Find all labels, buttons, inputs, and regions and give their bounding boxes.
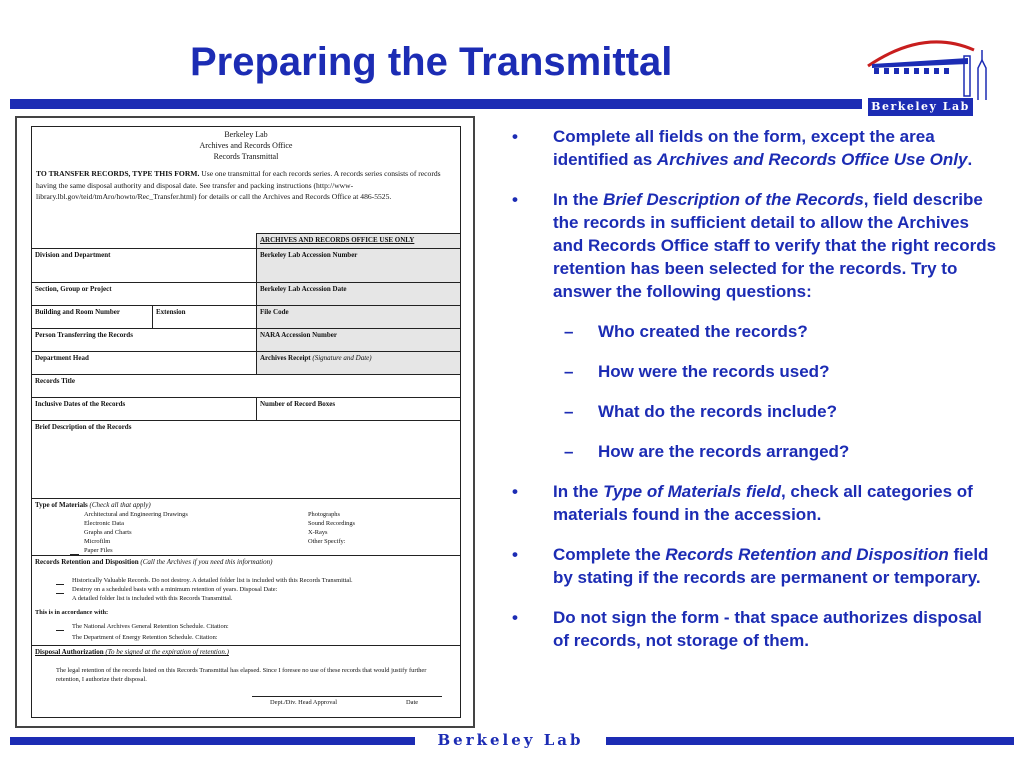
office-use-header: ARCHIVES AND RECORDS OFFICE USE ONLY bbox=[256, 233, 460, 248]
retention-option: A detailed folder list is included with this Records Transmittal. bbox=[72, 595, 233, 602]
receipt-cell bbox=[257, 352, 460, 374]
retention-label: Records Retention and Disposition bbox=[35, 558, 139, 566]
bullet-text: In the bbox=[553, 482, 604, 501]
transfer-instructions-bold: TO TRANSFER RECORDS, TYPE THIS FORM. bbox=[36, 169, 200, 178]
receipt-field: Archives Receipt bbox=[260, 354, 311, 362]
checkbox-line bbox=[56, 584, 64, 585]
brief-description-field: Brief Description of the Records bbox=[35, 423, 132, 431]
material-option: Other Specify: bbox=[308, 538, 346, 545]
bullet-text: Complete all fields on the form, except the area identified as bbox=[553, 127, 935, 169]
division-field: Division and Department bbox=[35, 251, 111, 259]
question-item bbox=[512, 440, 1002, 463]
list-item bbox=[512, 543, 1002, 589]
material-option: Graphs and Charts bbox=[84, 529, 132, 536]
question-text: What do the records include? bbox=[598, 402, 837, 421]
bullet-text: , field describe the records in sufficient detail to allow the Archives and Records Office staff to verify that the right records retention has been selected for the records. Try to answer the following questions: bbox=[553, 190, 997, 301]
bullet-text: In the bbox=[553, 190, 604, 209]
accordance-option: The Department of Energy Retention Schedule. Citation: bbox=[72, 634, 218, 641]
bullet-text: Do not sign the form - that space authorizes disposal of records, not storage of them. bbox=[553, 608, 982, 650]
disposal-row bbox=[32, 645, 460, 718]
material-option: Architectural and Engineering Drawings bbox=[84, 511, 188, 518]
transmittal-form bbox=[31, 126, 461, 718]
approval-label: Dept./Div. Head Approval bbox=[270, 699, 338, 706]
bullet-text: . bbox=[967, 150, 973, 169]
instruction-list bbox=[512, 125, 1002, 652]
accession-number-field: Berkeley Lab Accession Number bbox=[257, 249, 460, 282]
form-row bbox=[32, 305, 460, 328]
slide-title: Preparing the Transmittal bbox=[190, 40, 673, 84]
list-item bbox=[512, 125, 1002, 171]
form-row bbox=[32, 351, 460, 374]
disposal-note: (To be signed at the expiration of retention.) bbox=[105, 648, 229, 656]
checkbox-line bbox=[56, 593, 64, 594]
extension-field: Extension bbox=[156, 308, 186, 316]
receipt-note: (Signature and Date) bbox=[312, 354, 372, 362]
dept-head-field: Department Head bbox=[35, 354, 89, 362]
type-materials-label: Type of Materials bbox=[35, 501, 88, 509]
form-row bbox=[32, 420, 460, 498]
signature-line bbox=[252, 696, 442, 697]
section-field: Section, Group or Project bbox=[35, 285, 112, 293]
retention-option: Destroy on a scheduled basis with a minimum retention of years. Disposal Date: bbox=[72, 586, 278, 593]
type-materials-row bbox=[32, 498, 460, 555]
form-header bbox=[32, 127, 460, 162]
records-title-field: Records Title bbox=[35, 377, 75, 385]
date-label: Date bbox=[406, 699, 419, 706]
bullet-icon: • bbox=[512, 127, 518, 146]
form-row bbox=[32, 397, 460, 420]
form-row bbox=[32, 248, 460, 282]
question-text: How are the records arranged? bbox=[598, 442, 850, 461]
berkeley-lab-logo bbox=[864, 28, 1014, 118]
form-row bbox=[32, 374, 460, 397]
material-option: Paper Files bbox=[84, 547, 113, 554]
material-option: Microfilm bbox=[84, 538, 111, 545]
question-item bbox=[512, 400, 1002, 423]
list-item bbox=[512, 606, 1002, 652]
retention-note: (Call the Archives if you need this information) bbox=[140, 558, 273, 566]
bullet-text: Complete the bbox=[553, 545, 666, 564]
person-field: Person Transferring the Records bbox=[35, 331, 133, 339]
footer-bar-left bbox=[10, 737, 415, 745]
form-header-line: Records Transmittal bbox=[213, 152, 279, 161]
bullet-emphasis: Type of Materials field bbox=[603, 482, 781, 501]
bullet-icon: • bbox=[512, 545, 518, 564]
material-option: Sound Recordings bbox=[308, 520, 356, 527]
question-text: How were the records used? bbox=[598, 362, 830, 381]
dash-icon: – bbox=[564, 362, 574, 381]
dash-icon: – bbox=[564, 442, 574, 461]
building-field: Building and Room Number bbox=[35, 308, 120, 316]
form-header-line: Archives and Records Office bbox=[199, 141, 293, 150]
title-underline-bar bbox=[10, 99, 862, 109]
accession-date-field: Berkeley Lab Accession Date bbox=[257, 283, 460, 305]
bullet-icon: • bbox=[512, 608, 518, 627]
retention-row bbox=[32, 555, 460, 645]
transfer-instructions bbox=[32, 162, 460, 203]
form-row bbox=[32, 282, 460, 305]
dash-icon: – bbox=[564, 322, 574, 341]
accordance-label: This is in accordance with: bbox=[35, 609, 109, 616]
inclusive-dates-field: Inclusive Dates of the Records bbox=[35, 400, 126, 408]
form-header-line: Berkeley Lab bbox=[224, 130, 268, 139]
material-option: X-Rays bbox=[308, 529, 328, 536]
form-row bbox=[32, 328, 460, 351]
nara-field: NARA Accession Number bbox=[257, 329, 460, 351]
material-option: Photographs bbox=[308, 511, 340, 518]
office-use-row bbox=[32, 233, 460, 248]
checkbox-line bbox=[56, 630, 64, 631]
list-item bbox=[512, 480, 1002, 526]
accordance-option: The National Archives General Retention Schedule. Citation: bbox=[72, 623, 229, 630]
bullet-icon: • bbox=[512, 482, 518, 501]
transmittal-form-image bbox=[15, 116, 475, 728]
logo-building-icon bbox=[864, 28, 1014, 100]
bullet-text: , check all categories of materials found in the accession. bbox=[553, 482, 973, 524]
transfer-instructions-text: Use one transmittal for each records series. A records series consists of records having the same disposal authority and disposal date. See transfer and packing instructions (http://www-library.lbl.gov/teid/tmAro/howto/Rec_Transfer.html) for details or call the Archives and Records Office at 486-5525. bbox=[36, 169, 441, 201]
disposal-label: Disposal Authorization bbox=[35, 648, 104, 656]
bullet-text: field by stating if the records are permanent or temporary. bbox=[553, 545, 989, 587]
bullet-icon: • bbox=[512, 190, 518, 209]
material-option: Electronic Data bbox=[84, 520, 124, 527]
type-materials-note: (Check all that apply) bbox=[89, 501, 151, 509]
footer-label: Berkeley Lab bbox=[437, 731, 584, 749]
footer-bar-right bbox=[606, 737, 1014, 745]
list-item bbox=[512, 188, 1002, 303]
dash-icon: – bbox=[564, 402, 574, 421]
logo-wordmark: Berkeley Lab bbox=[868, 98, 973, 116]
question-text: Who created the records? bbox=[598, 322, 808, 341]
bullet-emphasis: Records Retention and Disposition bbox=[665, 545, 949, 564]
question-item bbox=[512, 360, 1002, 383]
bullet-emphasis: Archives and Records Office Use Only bbox=[656, 150, 968, 169]
retention-option: Historically Valuable Records. Do not destroy. A detailed folder list is included with this Records Transmittal. bbox=[72, 577, 353, 584]
bullet-emphasis: Brief Description of the Records bbox=[603, 190, 864, 209]
record-boxes-field: Number of Record Boxes bbox=[260, 400, 336, 408]
file-code-field: File Code bbox=[257, 306, 460, 328]
question-item bbox=[512, 320, 1002, 343]
disposal-text: The legal retention of the records listed on this Records Transmittal has elapsed. Since I foresee no use of these records that would justify further retention, I authorize their disposal. bbox=[56, 667, 427, 683]
